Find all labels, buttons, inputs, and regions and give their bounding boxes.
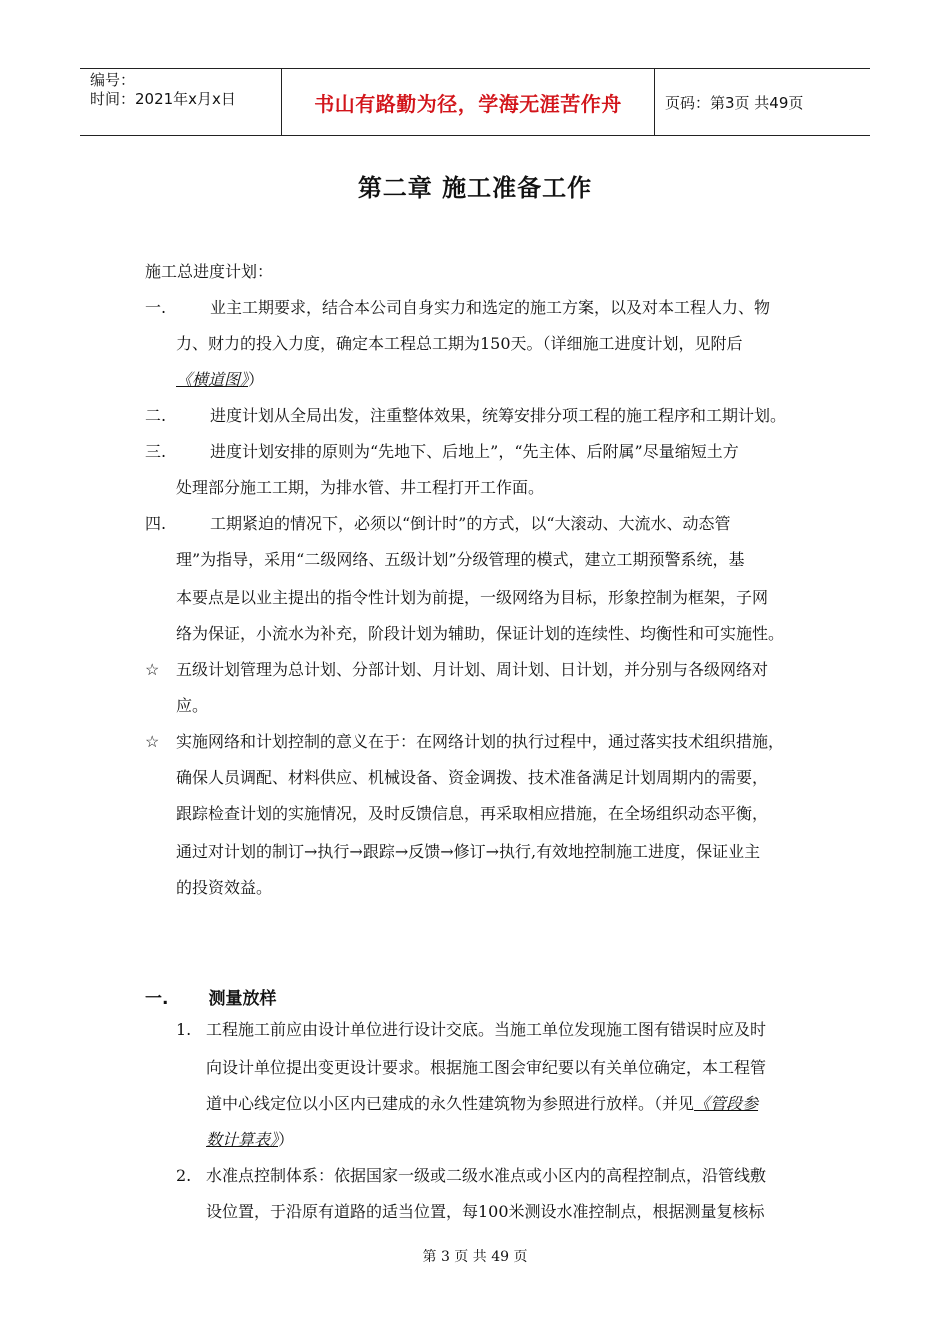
plan-item-line: 络为保证，小流水为补充，阶段计划为辅助，保证计划的连续性、均衡性和可实施性。 bbox=[176, 624, 785, 643]
header-motto: 书山有路勤为径，学海无涯苦作舟 bbox=[282, 69, 655, 135]
survey-ref-line bbox=[206, 1130, 294, 1150]
survey-item-line: 道中心线定位以小区内已建成的永久性建筑物为参照进行放样。（并见 bbox=[206, 1094, 695, 1113]
survey-item-line: 工程施工前应由设计单位进行设计交底。当施工单位发现施工图有错误时应及时 bbox=[206, 1020, 767, 1039]
section-heading bbox=[145, 984, 276, 1009]
plan-item-line: 本要点是以业主提出的指令性计划为前提，一级网络为目标，形象控制为框架，子网 bbox=[176, 588, 769, 607]
plan-item-marker: 四. bbox=[145, 514, 167, 533]
section-marker: 一. bbox=[145, 989, 169, 1009]
survey-item-line-ref bbox=[206, 1094, 758, 1114]
pipe-table-reference-cont: 数计算表》 bbox=[206, 1130, 279, 1149]
star-item-line: 的投资效益。 bbox=[176, 878, 273, 897]
plan-item-line: 进度计划从全局出发，注重整体效果，统筹安排分项工程的施工程序和工期计划。 bbox=[210, 406, 787, 425]
plan-item-marker: 一. bbox=[145, 298, 167, 317]
plan-item-marker: 三. bbox=[145, 442, 167, 461]
plan-item-line: 工期紧迫的情况下，必须以“倒计时”的方式，以“大滚动、大流水、动态管 bbox=[210, 514, 731, 533]
ref-tail: ） bbox=[248, 370, 265, 389]
pipe-table-reference: 《管段参 bbox=[694, 1094, 759, 1113]
header-page-info: 页码：第3页 共49页 bbox=[665, 93, 804, 112]
chapter-title: 第二章 施工准备工作 bbox=[357, 174, 593, 202]
star-item-line: 确保人员调配、材料供应、机械设备、资金调拨、技术准备满足计划周期内的需要， bbox=[176, 768, 769, 787]
star-item-line: 五级计划管理为总计划、分部计划、月计划、周计划、日计划，并分别与各级网络对 bbox=[176, 660, 769, 679]
page-footer: 第 3 页 共 49 页 bbox=[422, 1249, 528, 1265]
header-meta bbox=[80, 69, 282, 135]
plan-item-line: 业主工期要求，结合本公司自身实力和选定的施工方案，以及对本工程人力、物 bbox=[210, 298, 771, 317]
plan-heading: 施工总进度计划： bbox=[145, 262, 274, 281]
plan-item-line: 力、财力的投入力度，确定本工程总工期为150天。（详细施工进度计划，见附后 bbox=[176, 334, 743, 353]
schedule-chart-reference: 《横道图》 bbox=[176, 370, 249, 389]
plan-item-line: 进度计划安排的原则为“先地下、后地上”，“先主体、后附属”尽量缩短土方 bbox=[210, 442, 739, 461]
survey-item-line: 设位置，于沿原有道路的适当位置，每100米测设水准控制点，根据测量复核标 bbox=[206, 1202, 765, 1221]
plan-item-marker: 二. bbox=[145, 406, 167, 425]
star-item-line: 应。 bbox=[176, 696, 209, 715]
star-icon: ☆ bbox=[145, 732, 160, 751]
star-item-line: 实施网络和计划控制的意义在于：在网络计划的执行过程中，通过落实技术组织措施， bbox=[176, 732, 785, 751]
star-item-line: 通过对计划的制订→执行→跟踪→反馈→修订→执行,有效地控制施工进度，保证业主 bbox=[176, 842, 761, 861]
survey-item-line: 向设计单位提出变更设计要求。根据施工图会审纪要以有关单位确定，本工程管 bbox=[206, 1058, 767, 1077]
survey-item-marker: 1. bbox=[176, 1020, 192, 1039]
page-header bbox=[80, 68, 870, 136]
section-title: 测量放样 bbox=[208, 989, 277, 1009]
plan-item-line: 处理部分施工工期，为排水管、井工程打开工作面。 bbox=[176, 478, 545, 497]
number-label: 编号： bbox=[90, 71, 136, 89]
ref-tail: ） bbox=[278, 1130, 295, 1149]
star-item-line: 跟踪检查计划的实施情况，及时反馈信息，再采取相应措施，在全场组织动态平衡， bbox=[176, 804, 769, 823]
plan-item-line: 理”为指导，采用“二级网络、五级计划”分级管理的模式，建立工期预警系统，基 bbox=[176, 550, 745, 569]
star-icon: ☆ bbox=[145, 660, 160, 679]
plan-item-ref-line bbox=[176, 370, 264, 390]
date-label: 时间：2021年x月x日 bbox=[90, 90, 236, 108]
survey-item-marker: 2. bbox=[176, 1166, 192, 1185]
survey-item-line: 水准点控制体系：依据国家一级或二级水准点或小区内的高程控制点，沿管线敷 bbox=[206, 1166, 767, 1185]
